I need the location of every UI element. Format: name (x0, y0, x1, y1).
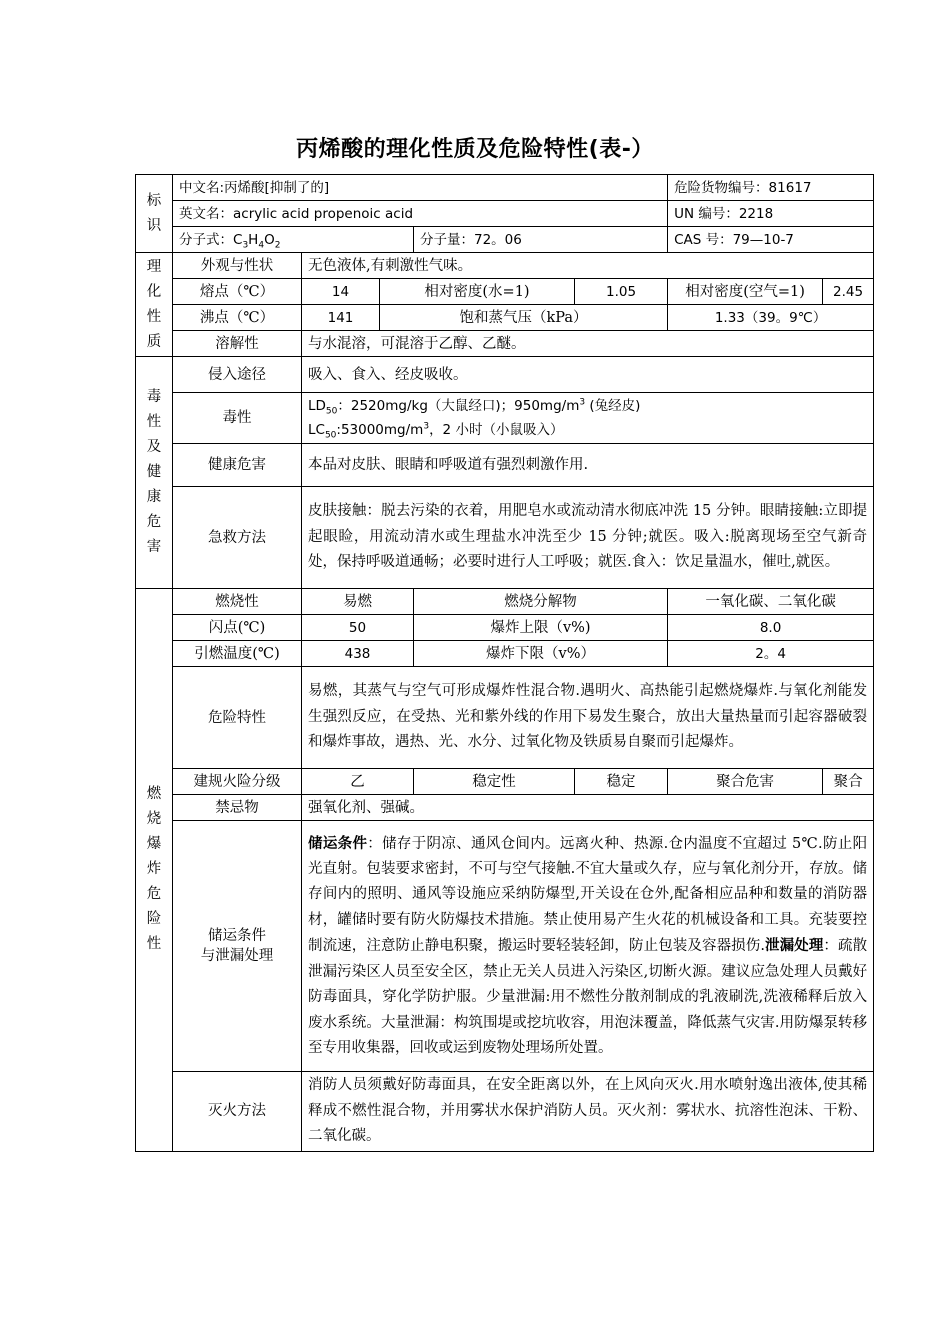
appearance-label: 外观与性状 (173, 253, 302, 279)
boiling-point-value: 141 (302, 305, 380, 331)
combustibility-label: 燃烧性 (173, 589, 302, 615)
first-aid-label: 急救方法 (173, 487, 302, 589)
relative-density-air-label: 相对密度(空气=1) (668, 279, 823, 305)
un-number: UN 编号：2218 (668, 201, 874, 227)
section-physchem: 理 化 性 质 (136, 253, 173, 357)
decomposition-label: 燃烧分解物 (414, 589, 668, 615)
stability-value: 稳定 (575, 769, 668, 795)
stability-label: 稳定性 (414, 769, 575, 795)
melting-point-label: 熔点（℃） (173, 279, 302, 305)
section-fire-explosion: 燃 烧 爆 炸 危 险 性 (136, 589, 173, 1152)
lower-limit-label: 爆炸下限（v%） (414, 641, 668, 667)
melting-point-value: 14 (302, 279, 380, 305)
vapor-pressure-value: 1.33（39。9℃） (668, 305, 874, 331)
leak-heading: 泄漏处理 (764, 937, 824, 955)
fire-class-label: 建规火险分级 (173, 769, 302, 795)
health-hazard-label: 健康危害 (173, 444, 302, 487)
boiling-point-label: 沸点（℃） (173, 305, 302, 331)
upper-limit-label: 爆炸上限（v%) (414, 615, 668, 641)
ld50-line: $LD_{50}$：2520mg/kg（大鼠经口)；$950mg/m^3$ (兔经皮) (308, 397, 641, 417)
flash-point-value: 50 (302, 615, 414, 641)
fire-class-value: 乙 (302, 769, 414, 795)
dangerous-goods-number: 危险货物编号：81617 (668, 175, 874, 201)
vapor-pressure-label: 饱和蒸气压（kPa） (380, 305, 668, 331)
lc50-line: $LC_{50}:53000mg/m^3$，2 小时（小鼠吸入） (308, 421, 564, 441)
toxicity-value (302, 393, 874, 444)
decomposition-value: 一氧化碳、二氧化碳 (668, 589, 874, 615)
hazard-value: 易燃，其蒸气与空气可形成爆炸性混合物.遇明火、高热能引起燃烧爆炸.与氧化剂能发生强烈反应，在受热、光和紫外线的作用下易发生聚合，放出大量热量而引起容器破裂和爆炸事故，遇热、光、水分、过氧化物及铁质易自聚而引起爆炸。 (302, 667, 874, 769)
incompatible-value: 强氧化剂、强碱。 (302, 795, 874, 821)
ignition-temp-value: 438 (302, 641, 414, 667)
section-toxicity: 毒 性 及 健 康 危 害 (136, 357, 173, 589)
storage-heading: 储运条件 (308, 834, 368, 852)
english-name: 英文名：acrylic acid propenoic acid (173, 201, 668, 227)
extinguish-label: 灭火方法 (173, 1072, 302, 1152)
molecular-formula: 分子式：$C_3H_4O_2$ (173, 227, 414, 253)
health-hazard-value: 本品对皮肤、眼睛和呼吸道有强烈刺激作用. (302, 444, 874, 487)
first-aid-value: 皮肤接触：脱去污染的衣着，用肥皂水或流动清水彻底冲洗 15 分钟。眼睛接触:立即提起眼睑，用流动清水或生理盐水冲洗至少 15 分钟;就医。吸入:脱离现场至空气新奇处，保持呼吸道通畅；必要时进行人工呼吸；就医.食入：饮足量温水，催吐,就医。 (302, 487, 874, 589)
combustibility-value: 易燃 (302, 589, 414, 615)
chinese-name: 中文名:丙烯酸[抑制了的] (173, 175, 668, 201)
toxicity-label: 毒性 (173, 393, 302, 444)
lower-limit-value: 2。4 (668, 641, 874, 667)
relative-density-water-label: 相对密度(水=1) (380, 279, 575, 305)
upper-limit-value: 8.0 (668, 615, 874, 641)
page-title: 丙烯酸的理化性质及危险特性(表-） (296, 137, 654, 162)
hazard-label: 危险特性 (173, 667, 302, 769)
relative-density-water-value: 1.05 (575, 279, 668, 305)
exposure-route-value: 吸入、食入、经皮吸收。 (302, 357, 874, 393)
property-table (135, 174, 874, 1152)
exposure-route-label: 侵入途径 (173, 357, 302, 393)
polymerization-value: 聚合 (823, 769, 874, 795)
section-identification: 标 识 (136, 175, 173, 253)
cas-number: CAS 号：79—10-7 (668, 227, 874, 253)
solubility-label: 溶解性 (173, 331, 302, 357)
extinguish-value: 消防人员须戴好防毒面具，在安全距离以外，在上风向灭火.用水喷射逸出液体,使其稀释成不燃性混合物，并用雾状水保护消防人员。灭火剂：雾状水、抗溶性泡沫、干粉、二氧化碳。 (302, 1072, 874, 1152)
molecular-weight: 分子量：72。06 (414, 227, 668, 253)
flash-point-label: 闪点(℃) (173, 615, 302, 641)
appearance-value: 无色液体,有刺激性气味。 (302, 253, 874, 279)
solubility-value: 与水混溶，可混溶于乙醇、乙醚。 (302, 331, 874, 357)
storage-leak-value: 储运条件：储存于阴凉、通风仓间内。远离火种、热源.仓内温度不宜超过 5℃.防止阳光直射。包装要求密封，不可与空气接触.不宜大量或久存，应与氧化剂分开，存放。储存间内的照明、通风等设施应采纳防爆型,开关设在仓外,配备相应品种和数量的消防器材，罐储时要有防火防爆技术措施。禁止使用易产生火花的机械设备和工具。充装要控制流速，注意防止静电积聚，搬运时要轻装轻卸，防止包装及容器损伤.泄漏处理：疏散泄漏污染区人员至安全区，禁止无关人员进入污染区,切断火源。建议应急处理人员戴好防毒面具，穿化学防护服。少量泄漏:用不燃性分散剂制成的乳液刷洗,洗液稀释后放入废水系统。大量泄漏：构筑围堤或挖坑收容，用泡沫覆盖，降低蒸气灾害.用防爆泵转移至专用收集器，回收或运到废物处理场所处置。 (302, 821, 874, 1072)
polymerization-label: 聚合危害 (668, 769, 823, 795)
relative-density-air-value: 2.45 (823, 279, 874, 305)
incompatible-label: 禁忌物 (173, 795, 302, 821)
storage-label: 储运条件 与泄漏处理 (173, 821, 302, 1072)
ignition-temp-label: 引燃温度(℃) (173, 641, 302, 667)
